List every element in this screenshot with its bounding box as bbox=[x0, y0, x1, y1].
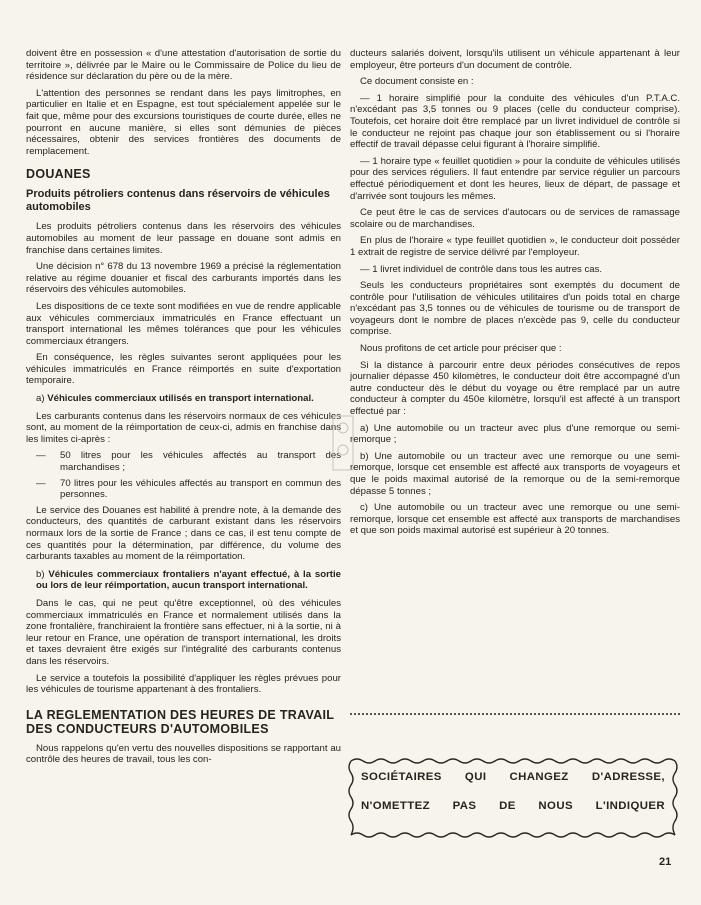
body-paragraph: Nous rappelons qu'en vertu des nouvelles dispositions se rapportant au contrôle des heures de travail, tous les con- bbox=[26, 742, 341, 766]
body-paragraph: Les carburants contenus dans les réservoirs normaux de ces véhicules sont, au moment de la réimportation de ceux-ci, admis en franchise dans les limites ci-après : bbox=[26, 410, 341, 445]
subsection-a-letter: a) bbox=[36, 393, 45, 405]
body-paragraph: — 1 horaire type « feuillet quotidien » pour la conduite de véhicules utilisés pour des services réguliers. Il faut entendre par service régulier un parcours effectué périodiquement et dont les heures, lieux de départ, de passage et d'arrivée sont toujours les mêmes. bbox=[350, 155, 680, 202]
body-paragraph: Ce document consiste en : bbox=[360, 76, 474, 88]
reglementation-heading: LA REGLEMENTATION DES HEURES DE TRAVAIL DES CONDUCTEURS D'AUTOMOBILES bbox=[26, 707, 335, 736]
body-paragraph: — 1 livret individuel de contrôle dans tous les autres cas. bbox=[360, 263, 603, 275]
body-paragraph: Si la distance à parcourir entre deux périodes consécutives de repos journalier dépasse 450 kilomètres, le conducteur doit être accompagné d'un autre conducteur dès le début du voyage ou être remplacé par un autre conducteur à compter du 450e kilomètre, lorsqu'il est affecté à un transport effectué par : bbox=[350, 359, 680, 418]
subsection-b-heading bbox=[26, 569, 341, 592]
body-paragraph: Le service des Douanes est habilité à prendre note, à la demande des conducteurs, des quantités de carburant existant dans les réservoirs normaux lors de la sortie de France ; dans ce cas, il est tenu compte de ces quantités pour la détermination, par différence, du volume des carburants taxables au moment de la réimportation. bbox=[26, 504, 341, 563]
body-paragraph: Les produits pétroliers contenus dans les réservoirs des véhicules automobiles au moment de leur passage en douane sont admis en franchise dans certaines limites. bbox=[26, 221, 341, 256]
page-number: 21 bbox=[659, 856, 672, 868]
dash-item: — 70 litres pour les véhicules affectés au transport en commun des personnes. bbox=[26, 478, 341, 501]
body-paragraph: En plus de l'horaire « type feuillet quotidien », le conducteur doit posséder 1 extrait de registre de service délivré par l'employeur. bbox=[350, 235, 680, 258]
left-column bbox=[26, 48, 341, 771]
stamp-icon bbox=[330, 414, 356, 474]
body-paragraph: — 1 horaire simplifié pour la conduite des véhicules d'un P.T.A.C. n'excédant pas 3,5 tonnes ou 9 places (celle du conducteur comprise). Toutefois, cet horaire doit être remplacé par un livret individuel de contrôle si le conducteur ne rejoint pas chaque jour son établissement ou si l'horaire effectif de travail dépasse celui figurant à l'horaire simplifié. bbox=[350, 92, 680, 151]
body-paragraph: En conséquence, les règles suivantes seront appliquées pour les véhicules immatriculés en France réimportés en suite d'exportation temporaire. bbox=[26, 352, 341, 387]
library-stamp-mark bbox=[330, 414, 356, 474]
subsection-a-heading bbox=[26, 393, 341, 405]
body-paragraph: Seuls les conducteurs propriétaires sont exemptés du document de contrôle pour l'utilisation de véhicules utilitaires d'un poids total en charge n'excédant pas 3,5 tonnes ou de véhicules de tourisme ou de transport de voyageurs dont le nombre de places n'excède pas 9, celle du conducteur comprise. bbox=[350, 280, 680, 338]
body-paragraph: Le service a toutefois la possibilité d'appliquer les règles prévues pour les véhicules de tourisme appartenant à des frontaliers. bbox=[26, 672, 341, 696]
intro-paragraph: doivent être en possession « d'une attestation d'autorisation de sortie du territoire », délivrée par le Maire ou le Commissaire de Police du lieu de résidence sur déclaration du père ou de la mère. bbox=[26, 48, 341, 83]
address-notice-box bbox=[345, 755, 681, 841]
wavy-frame bbox=[345, 755, 681, 841]
body-paragraph: Ce peut être le cas de services d'autocars ou de services de ramassage scolaire ou de marchandises. bbox=[350, 207, 680, 230]
subsection-b-letter: b) bbox=[36, 568, 45, 580]
right-column bbox=[350, 48, 680, 542]
body-paragraph: a) Une automobile ou un tracteur avec plus d'une remorque ou semi-remorque ; bbox=[350, 422, 680, 446]
subsection-a-title: Véhicules commerciaux utilisés en transport international. bbox=[47, 393, 314, 405]
douanes-heading: DOUANES bbox=[26, 167, 91, 182]
body-paragraph: c) Une automobile ou un tracteur avec une remorque ou une semi-remorque, lorsque cet ensemble est affecté aux transports de marchandises et que son poids maximal autorisé est supérieur à 20 tonnes. bbox=[350, 502, 680, 537]
body-paragraph: Une décision n° 678 du 13 novembre 1969 a précisé la réglementation relative au régime douanier et fiscal des carburants importés dans les réservoirs des véhicules automobiles. bbox=[26, 261, 341, 296]
dotted-divider bbox=[350, 713, 680, 715]
intro-paragraph: L'attention des personnes se rendant dans les pays limitrophes, en particulier en Italie et en Espagne, est tout spécialement appelée sur le fait que, même pour des excursions touristiques de courte durée, elles ne pourront en aucune manière, si elles sont démunies de pièces nécessaires, obtenir des services frontières des documents de remplacement. bbox=[26, 87, 341, 157]
dash-item: — 50 litres pour les véhicules affectés au transport des marchandises ; bbox=[26, 450, 341, 473]
subsection-b-title: Véhicules commerciaux frontaliers n'ayant effectué, à la sortie ou lors de leur réimportation, aucun transport international. bbox=[36, 568, 342, 592]
body-paragraph: Dans le cas, qui ne peut qu'être exceptionnel, où des véhicules commerciaux immatriculés en France et normalement utilisés dans la zone frontalière, franchiraient la frontière sans effectuer, ni à la sortie, ni à leur retour en France, une opération de transport international, les droits et taxes devraient être exigés sur l'intégralité des carburants contenus dans les réservoirs. bbox=[26, 597, 341, 667]
body-paragraph: Les dispositions de ce texte sont modifiées en vue de rendre applicable aux véhicules commerciaux immatriculés en France effectuant un transport international les mêmes tolérances que pour les véhicules commerciaux étrangers. bbox=[26, 300, 341, 347]
body-paragraph: Nous profitons de cet article pour préciser que : bbox=[360, 343, 562, 355]
address-notice-line-1: SOCIÉTAIRES QUI CHANGEZ D'ADRESSE, bbox=[361, 771, 665, 783]
address-notice-line-2: N'OMETTEZ PAS DE NOUS L'INDIQUER bbox=[361, 800, 665, 812]
produits-petroliers-heading: Produits pétroliers contenus dans réservoirs de véhicules automobiles bbox=[26, 188, 330, 214]
continuation-paragraph: ducteurs salariés doivent, lorsqu'ils utilisent un véhicule appartenant à leur employeur, être porteurs d'un document de contrôle. bbox=[350, 48, 680, 71]
body-paragraph: b) Une automobile ou un tracteur avec une remorque ou une semi-remorque, lorsque cet ensemble est affecté aux transports de voyageurs et que le poids maximal autorisé de la remorque ou de la semi-remorque dépasse 5 tonnes ; bbox=[350, 450, 680, 497]
